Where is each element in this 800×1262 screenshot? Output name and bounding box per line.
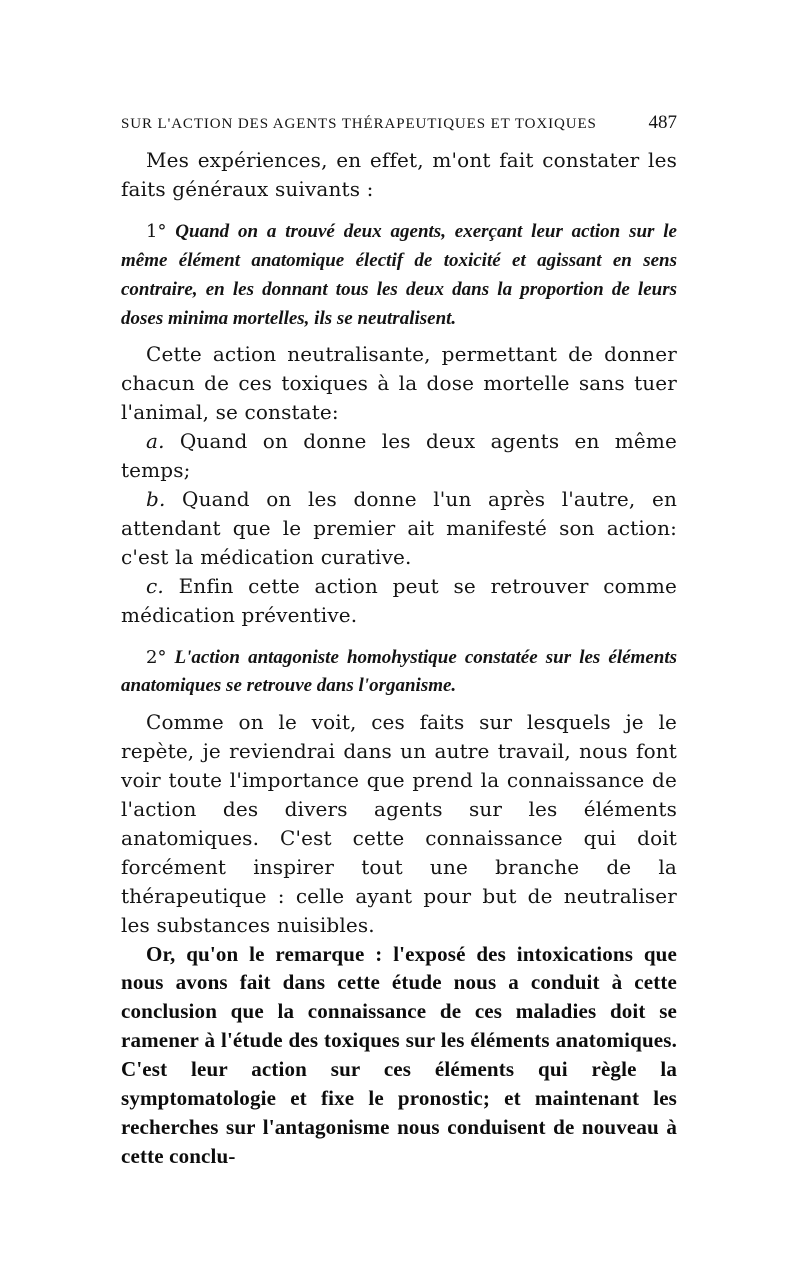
law-1-number: 1° — [146, 220, 167, 242]
importance-text: Comme on le voit, ces faits sur lesquels je le repète, je reviendrai dans un autre travail, nous font voir toute l'importance que prend la connaissance de l'action des divers agents sur les éléments anatomiques. C'est cette connaissance qui doit forcément inspirer tout une branche de la thérapeutique : celle ayant pour but de neutraliser les substances nuisibles. — [121, 710, 677, 937]
law-2-text: L'action antagoniste homohystique constatée sur les éléments anatomiques se retrouve dans l'organisme. — [121, 646, 677, 697]
case-b-letter: b. — [146, 486, 166, 511]
paragraph-intro — [121, 146, 677, 204]
paragraph-law-1 — [121, 218, 677, 334]
paragraph-case-a — [121, 427, 677, 485]
paragraph-neutralizing-action — [121, 340, 677, 427]
paragraph-importance — [121, 708, 677, 939]
case-c-letter: c. — [146, 573, 164, 598]
case-c-text: Enfin cette action peut se retrouver comme médication préventive. — [121, 573, 677, 627]
paragraph-conclusion — [121, 940, 677, 1171]
neutralizing-action-text: Cette action neutralisante, permettant de donner chacun de ces toxiques à la dose mortelle sans tuer l'animal, se constate: — [121, 342, 677, 425]
law-2-number: 2° — [146, 646, 167, 668]
conclusion-text: Or, qu'on le remarque : l'exposé des intoxications que nous avons fait dans cette étude nous a conduit à cette conclusion que la connaissance de ces maladies doit se ramener à l'étude des toxiques sur les éléments anatomiques. C'est leur action sur ces éléments qui règle la symptomatologie et fixe le pronostic; et maintenant les recherches sur l'antagonisme nous conduisent de nouveau à cette conclu- — [121, 941, 677, 1168]
running-head — [121, 112, 677, 142]
paragraph-case-c — [121, 572, 677, 630]
body-text — [121, 146, 677, 1171]
paragraph-intro-text: Mes expériences, en effet, m'ont fait constater les faits généraux suivants : — [121, 148, 677, 201]
law-1-text: Quand on a trouvé deux agents, exerçant leur action sur le même élément anatomique électif de toxicité et agissant en sens contraire, en les donnant tous les deux dans la proportion de leurs doses minima mortelles, ils se neutralisent. — [121, 220, 677, 329]
case-a-letter: a. — [146, 429, 165, 454]
case-b-text: Quand on les donne l'un après l'autre, en attendant que le premier ait manifesté son action: c'est la médication curative. — [121, 486, 677, 569]
case-a-text: Quand on donne les deux agents en même temps; — [121, 429, 678, 483]
paragraph-case-b — [121, 485, 677, 572]
page-number: 487 — [648, 112, 677, 133]
paragraph-law-2 — [121, 644, 677, 702]
running-title: SUR L'ACTION DES AGENTS THÉRAPEUTIQUES ET TOXIQUES — [121, 116, 597, 132]
book-page — [121, 112, 677, 1171]
